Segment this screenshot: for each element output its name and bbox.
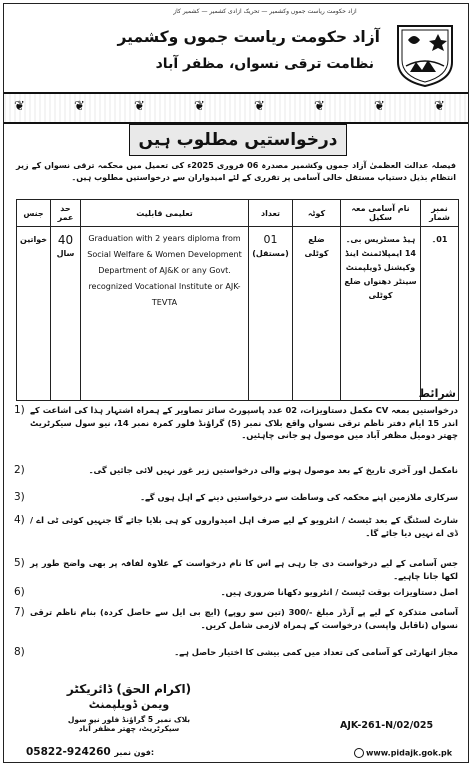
- condition-text: نامکمل اور آخری تاریخ کے بعد موصول ہونے والی درخواستیں زیر غور نہیں لائی جائیں گی۔: [88, 465, 458, 475]
- condition-number: 2): [14, 464, 25, 476]
- col-count: تعداد: [249, 200, 293, 227]
- reference-number: AJK-261-N/02/025: [340, 720, 434, 731]
- condition-item: [14, 404, 458, 442]
- cell-qualification: Graduation with 2 years diploma from Social Welfare & Women Development Department of AJ&K or any Govt. recognized Vocational Institute or AJK-TEVTA: [81, 227, 249, 401]
- condition-item: [14, 464, 458, 477]
- department-title-line1: آزاد حکومت ریاست جموں وکشمیر: [117, 28, 380, 46]
- department-title-line2: نظامت ترقی نسواں، مظفر آباد: [155, 56, 374, 72]
- condition-number: 6): [14, 586, 25, 598]
- age-value: 40: [57, 233, 74, 247]
- signature-block: [54, 682, 204, 733]
- count-note: (مستقل): [252, 249, 289, 258]
- cell-post: ہیڈ مسٹریس بی۔14 ایمپلائمنٹ اینڈ وکیشنل ڈویلپمنٹ سینٹر دھنواں ضلع کوٹلی: [341, 227, 421, 401]
- leaf-icon: ❦: [254, 99, 265, 114]
- condition-number: 8): [14, 646, 25, 658]
- leaf-icon: ❦: [374, 99, 385, 114]
- condition-text: درخواستیں بمعہ CV مکمل دستاویزات، 02 عدد پاسپورٹ سائز تصاویر کے ہمراہ اشتہار ہذا کی اشاعت کے اندر 15 ایام دفتر ناظم ترقی نسواں واقع بلاک نمبر (5) گراؤنڈ فلور کمرہ نمبر 14، نیو سول سیکرٹریٹ چھتر دومیل مظفر آباد میں موصول ہو جانی چاہئیں۔: [30, 405, 458, 440]
- top-strip-text: آزاد حکومت ریاست جموں وکشمیر — تحریک آزادی کشمیر — کشمیر کاز: [173, 8, 357, 15]
- condition-number: 4): [14, 514, 25, 526]
- applications-wanted-banner: درخواستیں مطلوب ہیں: [129, 124, 347, 156]
- col-qualification: تعلیمی قابلیت: [81, 200, 249, 227]
- website-link[interactable]: www.pidajk.gok.pk: [366, 748, 453, 758]
- leaf-icon: ❦: [434, 99, 445, 114]
- age-unit: سال: [56, 249, 75, 258]
- leaf-icon: ❦: [74, 99, 85, 114]
- col-gender: جنس: [17, 200, 51, 227]
- signatory-address: بلاک نمبر 5 گراؤنڈ فلور نیو سول سیکرٹریٹ، چھتر مظفر آباد: [67, 715, 191, 733]
- phone-label: فون نمبر:: [114, 748, 155, 757]
- intro-paragraph: فیصلہ عدالت العظمیٰ آزاد جموں وکشمیر مصدرہ 06 فروری 2025ء کی تعمیل میں محکمہ ترقی نسواں کے زیر انتظام بذیل دستیاب مستقل خالی آسامی پر تقرری کے لئے امیدواران سے درخواستیں مطلوب ہیں۔: [16, 161, 457, 182]
- col-quota: کوٹہ: [293, 200, 341, 227]
- leaf-icon: ❦: [314, 99, 325, 114]
- condition-item: [14, 557, 458, 582]
- government-seal-icon: [394, 22, 456, 88]
- table-row: [17, 227, 459, 401]
- signatory-name: (اکرام الحق) ڈائریکٹر: [66, 682, 192, 696]
- condition-number: 7): [14, 606, 25, 618]
- condition-text: سرکاری ملازمین اپنے محکمہ کی وساطت سے درخواستیں دینے کے اہل ہوں گے۔: [140, 492, 458, 502]
- condition-text: اصل دستاویزات بوقت ٹیسٹ / انٹرویو دکھانا ضروری ہیں۔: [220, 587, 458, 597]
- advertisement-page: [3, 3, 469, 763]
- condition-item: [14, 491, 458, 504]
- decorative-leaf-border: [4, 92, 468, 124]
- condition-text: شارٹ لسٹنگ کے بعد ٹیسٹ / انٹرویو کے لیے صرف اہل امیدواروں کو ہی بلایا جائے گا جنہیں کوئی ٹی اے / ڈی اے نہیں دیا جائے گا۔: [30, 515, 458, 538]
- col-post: نام آسامی معہ سکیل: [341, 200, 421, 227]
- condition-text: آسامی متذکرہ کے لیے پے آرڈر مبلغ -/300 (تین سو روپے) (ایچ بی ایل سے حاصل کردہ) بنام ناظم ترقی نسواں (ناقابل واپسی) درخواست کے ہمراہ لازمی شامل کریں۔: [30, 607, 458, 630]
- condition-item: [14, 514, 458, 539]
- condition-item: [14, 646, 458, 659]
- cell-age: [51, 227, 81, 401]
- globe-icon: [354, 748, 364, 758]
- condition-text: جس آسامی کے لیے درخواست دی جا رہی ہے اس کا نام درخواست کے علاوہ لفافہ پر بھی واضح طور پر لکھا جانا چاہیے۔: [30, 558, 458, 581]
- table-header-row: [17, 200, 459, 227]
- cell-gender: خواتین: [17, 227, 51, 401]
- col-age: حد عمر: [51, 200, 81, 227]
- condition-number: 5): [14, 557, 25, 569]
- cell-quota: ضلع کوٹلی: [293, 227, 341, 401]
- phone-line: [26, 746, 154, 758]
- cell-serial: 01۔: [421, 227, 459, 401]
- leaf-icon: ❦: [194, 99, 205, 114]
- leaf-icon: ❦: [14, 99, 25, 114]
- count-value: 01: [263, 233, 278, 246]
- col-serial: نمبر شمار: [421, 200, 459, 227]
- header: [12, 18, 460, 96]
- condition-item: [14, 606, 458, 631]
- condition-number: 3): [14, 491, 25, 503]
- posts-table: [16, 199, 459, 401]
- condition-text: مجاز اتھارٹی کو آسامی کی تعداد میں کمی بیشی کا اختیار حاصل ہے۔: [174, 647, 458, 657]
- phone-number: 05822-924260: [26, 746, 111, 758]
- cell-count: [249, 227, 293, 401]
- leaf-icon: ❦: [134, 99, 145, 114]
- signatory-designation: ویمن ڈویلپمنٹ: [88, 698, 170, 711]
- conditions-title: شرائط: [418, 387, 456, 400]
- condition-item: [14, 586, 458, 599]
- condition-number: 1): [14, 404, 25, 416]
- website-line: [354, 748, 452, 758]
